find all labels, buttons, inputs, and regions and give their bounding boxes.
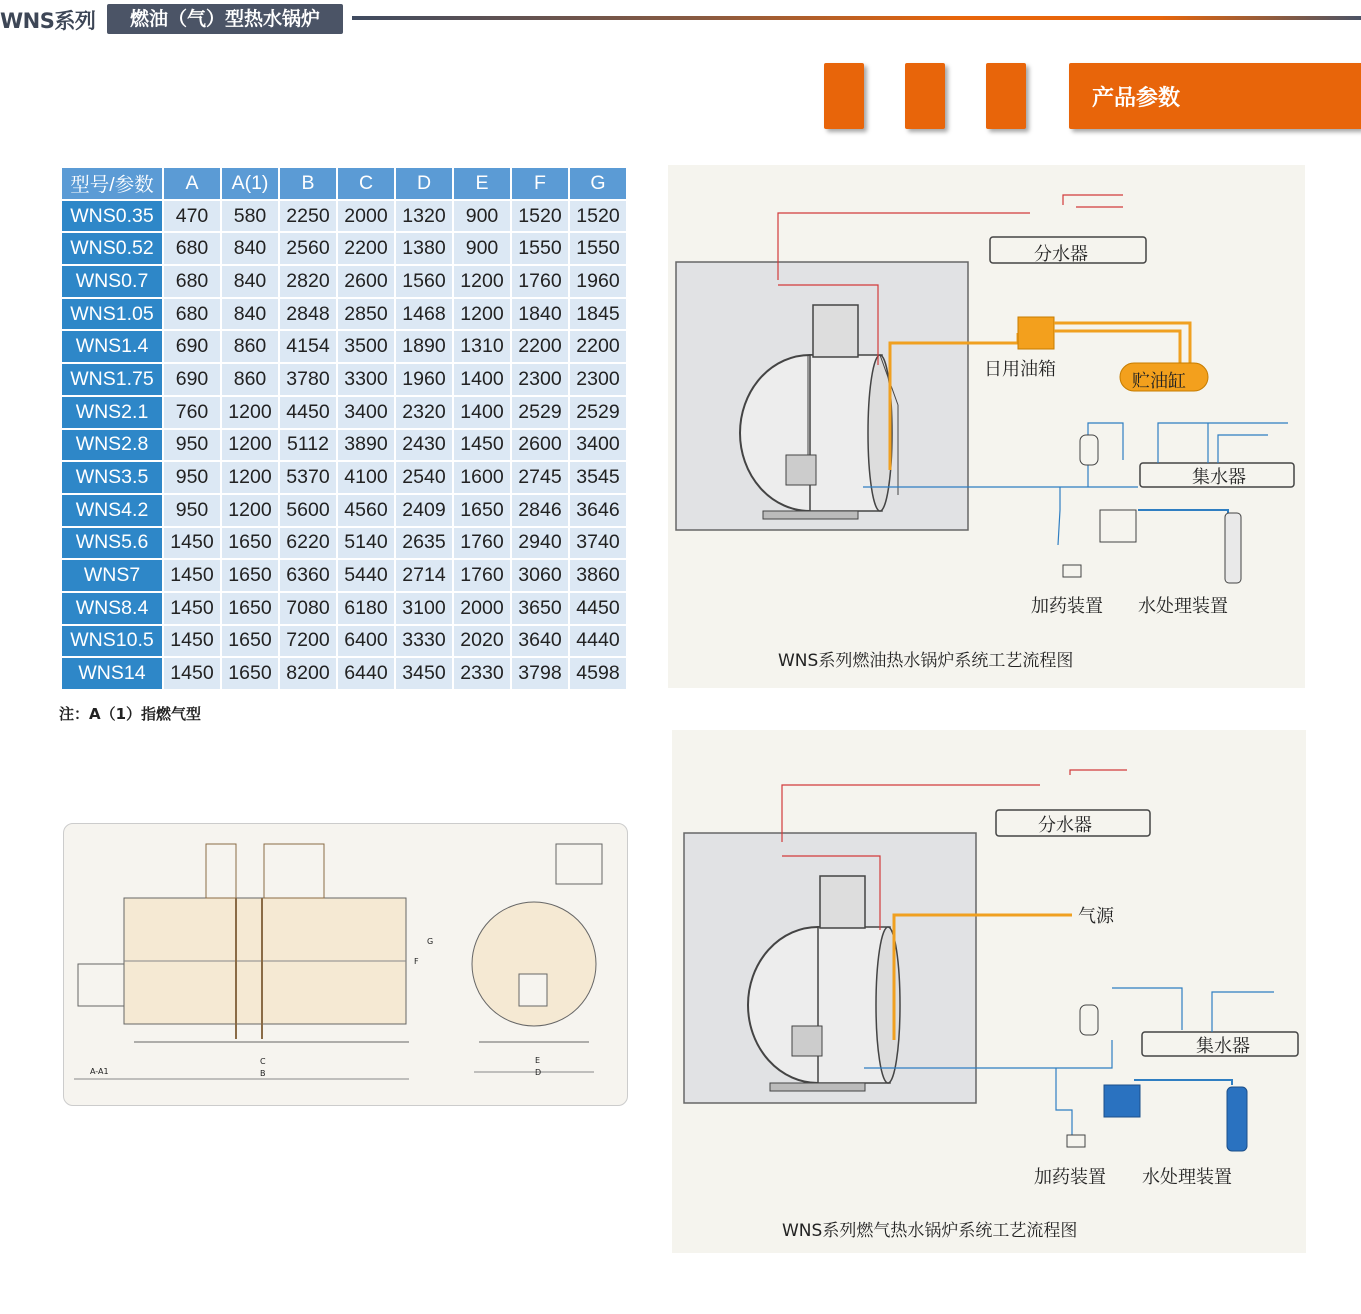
- value-cell: 1890: [396, 331, 452, 362]
- value-cell: 1468: [396, 299, 452, 330]
- value-cell: 2600: [512, 430, 568, 461]
- value-cell: 2848: [280, 299, 336, 330]
- value-cell: 1520: [570, 201, 626, 232]
- value-cell: 3500: [338, 331, 394, 362]
- value-cell: 1450: [164, 593, 220, 624]
- value-cell: 5370: [280, 462, 336, 493]
- model-cell: WNS4.2: [62, 495, 162, 526]
- value-cell: 4450: [570, 593, 626, 624]
- value-cell: 3300: [338, 364, 394, 395]
- oil-flow-diagram: [668, 165, 1305, 688]
- value-cell: 2330: [454, 658, 510, 689]
- value-cell: 580: [222, 201, 278, 232]
- value-cell: 4154: [280, 331, 336, 362]
- column-header: 型号/参数: [62, 168, 162, 199]
- value-cell: 680: [164, 233, 220, 264]
- column-header: A: [164, 168, 220, 199]
- model-cell: WNS3.5: [62, 462, 162, 493]
- model-cell: WNS7: [62, 560, 162, 591]
- table-row: [62, 658, 626, 689]
- model-cell: WNS0.7: [62, 266, 162, 297]
- column-header: E: [454, 168, 510, 199]
- value-cell: 1320: [396, 201, 452, 232]
- value-cell: 840: [222, 266, 278, 297]
- table-row: [62, 364, 626, 395]
- value-cell: 3450: [396, 658, 452, 689]
- value-cell: 900: [454, 201, 510, 232]
- table-row: [62, 495, 626, 526]
- gas-source-label: 气源: [1078, 906, 1114, 927]
- table-row: [62, 397, 626, 428]
- value-cell: 2300: [570, 364, 626, 395]
- dim-label-f: F: [414, 957, 419, 966]
- value-cell: 2200: [570, 331, 626, 362]
- decor-square-2: [905, 63, 945, 129]
- value-cell: 3400: [570, 430, 626, 461]
- value-cell: 950: [164, 430, 220, 461]
- value-cell: 3798: [512, 658, 568, 689]
- column-header: D: [396, 168, 452, 199]
- value-cell: 5140: [338, 528, 394, 559]
- gas-water-treatment-label: 水处理装置: [1142, 1167, 1232, 1188]
- value-cell: 6360: [280, 560, 336, 591]
- value-cell: 8200: [280, 658, 336, 689]
- table-row: [62, 462, 626, 493]
- value-cell: 1450: [164, 658, 220, 689]
- value-cell: 950: [164, 462, 220, 493]
- value-cell: 2940: [512, 528, 568, 559]
- value-cell: 690: [164, 364, 220, 395]
- dim-label-d: D: [535, 1068, 542, 1077]
- value-cell: 4560: [338, 495, 394, 526]
- value-cell: 2529: [570, 397, 626, 428]
- value-cell: 1200: [222, 397, 278, 428]
- value-cell: 3650: [512, 593, 568, 624]
- gas-flow-diagram: [672, 730, 1306, 1253]
- page-title: 燃油（气）型热水锅炉: [107, 4, 343, 34]
- value-cell: 1650: [222, 560, 278, 591]
- value-cell: 3640: [512, 626, 568, 657]
- gas-dosing-label: 加药装置: [1034, 1167, 1106, 1188]
- value-cell: 2635: [396, 528, 452, 559]
- value-cell: 3060: [512, 560, 568, 591]
- dim-label-a-a1: A-A1: [90, 1067, 109, 1076]
- column-header: C: [338, 168, 394, 199]
- column-header: B: [280, 168, 336, 199]
- value-cell: 680: [164, 266, 220, 297]
- value-cell: 860: [222, 364, 278, 395]
- value-cell: 2000: [454, 593, 510, 624]
- oil-diagram-caption: WNS系列燃油热水锅炉系统工艺流程图: [778, 651, 1074, 671]
- decor-square-3: [986, 63, 1026, 129]
- table-row: [62, 430, 626, 461]
- value-cell: 2320: [396, 397, 452, 428]
- boiler-dimension-drawing: [63, 823, 628, 1106]
- table-row: [62, 560, 626, 591]
- oil-collector-label: 集水器: [1192, 467, 1246, 488]
- value-cell: 5440: [338, 560, 394, 591]
- oil-storage-tank-label: 贮油缸: [1132, 371, 1186, 392]
- model-cell: WNS1.05: [62, 299, 162, 330]
- value-cell: 1310: [454, 331, 510, 362]
- value-cell: 1960: [570, 266, 626, 297]
- value-cell: 2000: [338, 201, 394, 232]
- model-cell: WNS2.8: [62, 430, 162, 461]
- table-row: [62, 528, 626, 559]
- value-cell: 2200: [338, 233, 394, 264]
- model-cell: WNS10.5: [62, 626, 162, 657]
- table-row: [62, 331, 626, 362]
- value-cell: 7080: [280, 593, 336, 624]
- value-cell: 1650: [222, 626, 278, 657]
- series-title: WNS系列: [0, 9, 96, 33]
- value-cell: 1200: [222, 430, 278, 461]
- value-cell: 2430: [396, 430, 452, 461]
- value-cell: 4440: [570, 626, 626, 657]
- oil-water-treatment-label: 水处理装置: [1138, 596, 1228, 617]
- value-cell: 3646: [570, 495, 626, 526]
- value-cell: 1845: [570, 299, 626, 330]
- value-cell: 1400: [454, 364, 510, 395]
- table-row: [62, 626, 626, 657]
- model-cell: WNS0.35: [62, 201, 162, 232]
- value-cell: 1450: [164, 528, 220, 559]
- value-cell: 2250: [280, 201, 336, 232]
- value-cell: 5112: [280, 430, 336, 461]
- column-header: G: [570, 168, 626, 199]
- value-cell: 1560: [396, 266, 452, 297]
- table-row: [62, 593, 626, 624]
- column-header: A(1): [222, 168, 278, 199]
- model-cell: WNS8.4: [62, 593, 162, 624]
- table-row: [62, 233, 626, 264]
- value-cell: 5600: [280, 495, 336, 526]
- value-cell: 840: [222, 299, 278, 330]
- value-cell: 3100: [396, 593, 452, 624]
- oil-dosing-label: 加药装置: [1031, 596, 1103, 617]
- value-cell: 1650: [222, 593, 278, 624]
- value-cell: 2200: [512, 331, 568, 362]
- model-cell: WNS2.1: [62, 397, 162, 428]
- value-cell: 1840: [512, 299, 568, 330]
- value-cell: 1200: [454, 266, 510, 297]
- value-cell: 2540: [396, 462, 452, 493]
- model-cell: WNS0.52: [62, 233, 162, 264]
- value-cell: 2820: [280, 266, 336, 297]
- value-cell: 1200: [222, 495, 278, 526]
- value-cell: 1520: [512, 201, 568, 232]
- gas-diagram-caption: WNS系列燃气热水锅炉系统工艺流程图: [782, 1221, 1078, 1241]
- value-cell: 950: [164, 495, 220, 526]
- value-cell: 1450: [164, 560, 220, 591]
- value-cell: 3780: [280, 364, 336, 395]
- table-row: [62, 266, 626, 297]
- value-cell: 1600: [454, 462, 510, 493]
- value-cell: 2020: [454, 626, 510, 657]
- value-cell: 4100: [338, 462, 394, 493]
- gas-collector-label: 集水器: [1196, 1036, 1250, 1057]
- value-cell: 6180: [338, 593, 394, 624]
- value-cell: 1960: [396, 364, 452, 395]
- value-cell: 3890: [338, 430, 394, 461]
- table-note: 注：A（1）指燃气型: [59, 705, 202, 723]
- decor-square-1: [824, 63, 864, 129]
- value-cell: 2409: [396, 495, 452, 526]
- header-divider: [352, 16, 1361, 20]
- value-cell: 470: [164, 201, 220, 232]
- model-cell: WNS14: [62, 658, 162, 689]
- value-cell: 1760: [512, 266, 568, 297]
- value-cell: 3330: [396, 626, 452, 657]
- value-cell: 1450: [164, 626, 220, 657]
- value-cell: 1380: [396, 233, 452, 264]
- value-cell: 2850: [338, 299, 394, 330]
- value-cell: 2846: [512, 495, 568, 526]
- oil-distributor-label: 分水器: [1034, 244, 1088, 265]
- value-cell: 2300: [512, 364, 568, 395]
- value-cell: 1760: [454, 528, 510, 559]
- value-cell: 2529: [512, 397, 568, 428]
- value-cell: 6220: [280, 528, 336, 559]
- value-cell: 680: [164, 299, 220, 330]
- value-cell: 4450: [280, 397, 336, 428]
- value-cell: 840: [222, 233, 278, 264]
- value-cell: 2560: [280, 233, 336, 264]
- dim-label-b: B: [260, 1069, 266, 1078]
- value-cell: 2714: [396, 560, 452, 591]
- value-cell: 760: [164, 397, 220, 428]
- column-header: F: [512, 168, 568, 199]
- value-cell: 1200: [454, 299, 510, 330]
- value-cell: 2745: [512, 462, 568, 493]
- section-banner: [1069, 63, 1361, 129]
- dim-label-c: C: [260, 1057, 266, 1066]
- value-cell: 1550: [570, 233, 626, 264]
- value-cell: 1550: [512, 233, 568, 264]
- value-cell: 1650: [222, 528, 278, 559]
- value-cell: 2600: [338, 266, 394, 297]
- value-cell: 1650: [454, 495, 510, 526]
- value-cell: 7200: [280, 626, 336, 657]
- parameter-table: [60, 166, 628, 691]
- value-cell: 3860: [570, 560, 626, 591]
- value-cell: 900: [454, 233, 510, 264]
- value-cell: 1200: [222, 462, 278, 493]
- value-cell: 4598: [570, 658, 626, 689]
- value-cell: 3545: [570, 462, 626, 493]
- dim-label-g: G: [427, 937, 434, 946]
- model-cell: WNS5.6: [62, 528, 162, 559]
- dimension-drawing-svg: [64, 824, 627, 1105]
- value-cell: 1400: [454, 397, 510, 428]
- value-cell: 6400: [338, 626, 394, 657]
- table-row: [62, 201, 626, 232]
- value-cell: 1650: [222, 658, 278, 689]
- dim-label-e: E: [535, 1056, 541, 1065]
- value-cell: 1450: [454, 430, 510, 461]
- value-cell: 860: [222, 331, 278, 362]
- value-cell: 1760: [454, 560, 510, 591]
- model-cell: WNS1.75: [62, 364, 162, 395]
- oil-day-tank-label: 日用油箱: [984, 359, 1056, 380]
- section-label: 产品参数: [1092, 86, 1181, 111]
- value-cell: 690: [164, 331, 220, 362]
- table-header-row: [62, 168, 626, 199]
- value-cell: 3400: [338, 397, 394, 428]
- model-cell: WNS1.4: [62, 331, 162, 362]
- gas-distributor-label: 分水器: [1038, 815, 1092, 836]
- value-cell: 6440: [338, 658, 394, 689]
- table-row: [62, 299, 626, 330]
- value-cell: 3740: [570, 528, 626, 559]
